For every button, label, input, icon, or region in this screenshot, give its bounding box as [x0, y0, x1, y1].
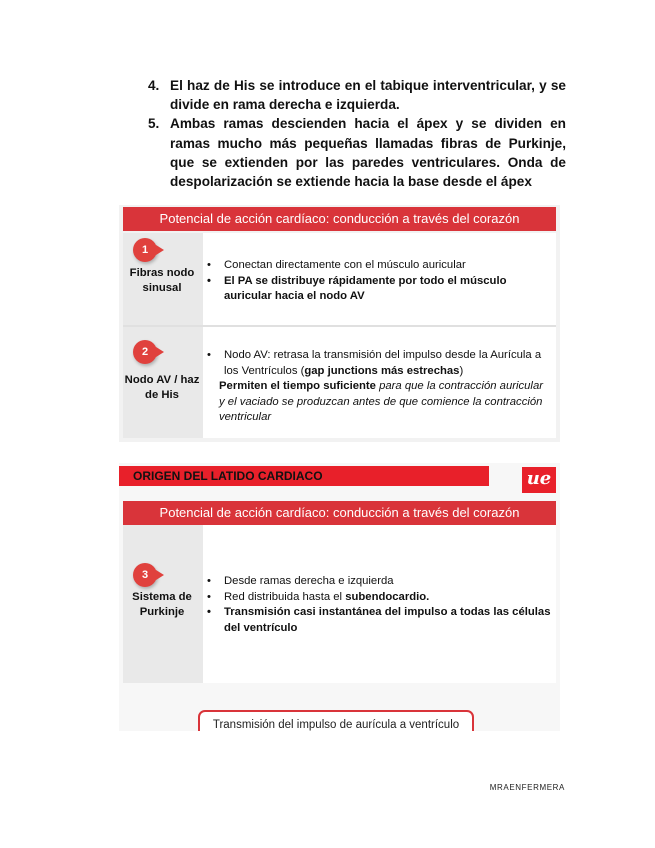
bullet-item: • Red distribuida hasta el subendocardio.: [207, 590, 430, 603]
bullet-item: • Transmisión casi instantánea del impulso a todas las células del ventrículo: [207, 606, 551, 634]
slide-title: Potencial de acción cardíaco: conducción a través del corazón: [123, 207, 556, 231]
slide-title: Potencial de acción cardíaco: conducción a través del corazón: [123, 501, 556, 525]
footer-watermark: MRAENFERMERA: [489, 783, 565, 792]
label-column: [123, 233, 203, 438]
bullet-item: • Desde ramas derecha e izquierda: [207, 575, 394, 587]
step-badge: 2: [133, 340, 157, 364]
row-content: [207, 258, 547, 305]
bullet-item: • El PA se distribuye rápidamente por todo el músculo auricular hacia el nodo AV: [207, 274, 507, 303]
ue-logo-icon: ue: [522, 467, 556, 493]
row-label: Nodo AV / haz de His: [124, 374, 200, 401]
row-content: [207, 574, 552, 636]
slide-image-1: [119, 205, 560, 442]
list-number: 4.: [148, 78, 160, 93]
row-content: [207, 348, 549, 426]
slide-image-2: [119, 463, 560, 731]
list-number: 5.: [148, 116, 160, 132]
list-text: El haz de His se introduce en el tabique interventricular, y se divide en rama derecha e izquierda.: [170, 78, 566, 113]
list-text: Ambas ramas descienden hacia el ápex y se dividen en ramas mucho más pequeñas llamadas fibras de Purkinje, que se extienden por las paredes ventriculares. Onda de despolarización se extiende hacia la base desde el ápex: [170, 116, 566, 190]
header-bar: ORIGEN DEL LATIDO CARDIACO: [119, 466, 489, 486]
step-badge: 1: [133, 238, 157, 262]
bullet-item: • Conectan directamente con el músculo auricular: [207, 259, 466, 271]
bullet-item: • Nodo AV: retrasa la transmisión del impulso desde la Aurícula a los Ventrículos (gap junctions más estrechas): [207, 349, 542, 377]
numbered-list: [148, 76, 566, 191]
paragraph: Permiten el tiempo suficiente para que la contracción auricular y el vaciado se produzcan antes de que comience la contracción ventricular: [219, 380, 543, 424]
row-divider: [123, 325, 556, 327]
list-item: [148, 76, 566, 114]
row-label: Fibras nodo sinusal: [129, 267, 195, 294]
row-label: Sistema de Purkinje: [132, 591, 192, 618]
transmission-button: Transmisión del impulso de aurícula a ventrículo: [198, 710, 474, 731]
step-badge: 3: [133, 563, 157, 587]
list-item: [148, 114, 566, 191]
